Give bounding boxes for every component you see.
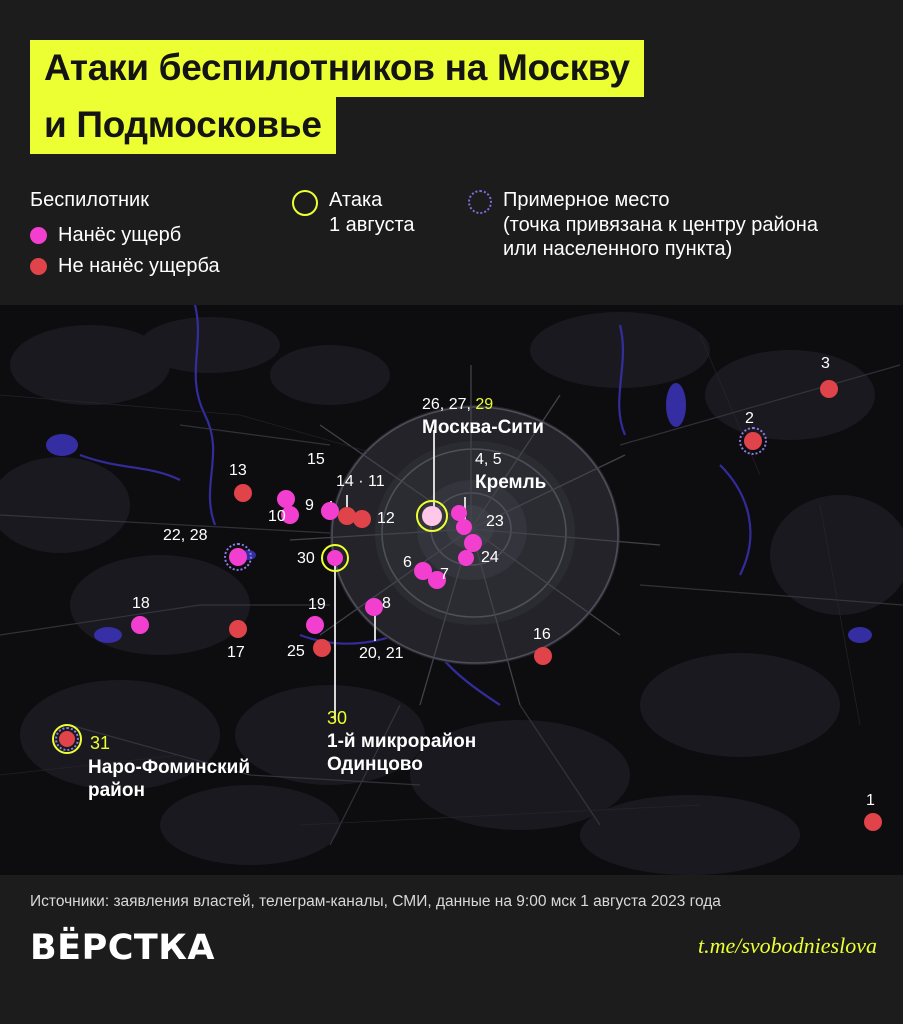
legend-approx-column [468, 188, 888, 262]
legend-item-damage [30, 221, 280, 250]
label-30a: 30 [297, 550, 315, 567]
legend-item-approx [468, 188, 888, 262]
label-2: 2 [745, 410, 754, 427]
header [0, 0, 903, 305]
label-naro-line-2: район [88, 780, 145, 801]
yellow-ring-icon [292, 190, 318, 216]
label-6: 6 [403, 554, 412, 571]
red-dot-icon [30, 258, 47, 275]
marker-1[interactable] [864, 813, 882, 831]
magenta-dot-icon [30, 227, 47, 244]
legend-drone-heading: Беспилотник [30, 189, 149, 211]
legend-drone-column [30, 188, 280, 283]
label-3: 3 [821, 355, 830, 372]
marker-17[interactable] [229, 620, 247, 638]
marker-13[interactable] [234, 484, 252, 502]
marker-5[interactable] [456, 519, 472, 535]
legend-approx-line-1: Примерное место [503, 189, 670, 211]
label-moscow-city: Москва-Сити [422, 417, 544, 438]
label-24: 24 [481, 549, 499, 566]
marker-16[interactable] [534, 647, 552, 665]
leader-line-8 [374, 613, 376, 641]
label-moscow-city-number-29: 29 [475, 396, 494, 413]
label-kremlin: Кремль [475, 472, 547, 493]
label-odintsovo-line-1: 1-й микрорайон [327, 731, 477, 752]
legend-attack-line-2: 1 августа [329, 213, 415, 236]
leader-line-odintsovo [334, 560, 336, 720]
marker-8[interactable] [365, 598, 383, 616]
marker-15[interactable] [277, 490, 295, 508]
label-30b-text: 30 [327, 708, 348, 728]
marker-26-27-29-attack-ring [416, 500, 448, 532]
label-31: 31 [90, 733, 111, 753]
label-moscow-city-numbers [422, 396, 493, 415]
legend-item-attack [292, 188, 462, 237]
page-title [30, 40, 644, 154]
legend-approx-line-2: (точка привязана к центру района [503, 213, 818, 236]
label-22-28: 22, 28 [163, 527, 208, 544]
label-14-11: 14 · 11 [336, 473, 385, 490]
label-10: 10 [268, 508, 286, 525]
marker-22-28-approx-ring [224, 543, 252, 571]
marker-24[interactable] [458, 550, 474, 566]
label-13: 13 [229, 462, 247, 479]
legend-approx-line-3: или населенного пункта) [503, 238, 733, 261]
telegram-link[interactable]: t.me/svobodnieslova [697, 933, 877, 958]
sources-text: Источники: заявления властей, телеграм-каналы, СМИ, данные на 9:00 мск 1 августа 2023 года [30, 893, 721, 910]
label-naro-line-1: Наро-Фоминский [88, 757, 251, 778]
label-30b [327, 708, 347, 729]
legend-attack-line-1: Атака [329, 189, 383, 211]
marker-2-approx-ring [739, 427, 767, 455]
label-12: 12 [377, 510, 395, 527]
legend-approx-text [503, 188, 818, 262]
marker-31-attack-ring [52, 724, 82, 754]
label-9: 9 [305, 497, 314, 514]
legend-no-damage-label: Не нанёс ущерба [58, 255, 220, 277]
label-moscow-city-numbers-text: 26, 27, [422, 396, 476, 413]
marker-25[interactable] [313, 639, 331, 657]
marker-11[interactable] [353, 510, 371, 528]
label-7: 7 [440, 566, 449, 583]
label-1: 1 [866, 792, 875, 809]
label-kremlin-numbers: 4, 5 [475, 451, 502, 468]
label-25: 25 [287, 643, 305, 660]
label-17: 17 [227, 644, 245, 661]
marker-18[interactable] [131, 616, 149, 634]
label-23: 23 [486, 513, 504, 530]
legend-damage-label: Нанёс ущерб [58, 224, 182, 246]
legend-item-no-damage [30, 252, 280, 281]
map-area[interactable] [0, 305, 903, 875]
label-20-21: 20, 21 [359, 645, 404, 662]
marker-9[interactable] [321, 502, 339, 520]
label-19: 19 [308, 596, 326, 613]
marker-3[interactable] [820, 380, 838, 398]
label-8: 8 [382, 595, 391, 612]
title-line-2: и Подмосковье [30, 97, 336, 154]
marker-19[interactable] [306, 616, 324, 634]
marker-30-attack-ring [321, 544, 349, 572]
dashed-ring-icon [468, 190, 492, 214]
legend-attack-column [292, 188, 462, 237]
brand-logo: ВЁРСТКА [30, 928, 215, 968]
title-line-1: Атаки беспилотников на Москву [30, 40, 644, 97]
label-18: 18 [132, 595, 150, 612]
label-odintsovo-line-2: Одинцово [327, 754, 423, 775]
label-16: 16 [533, 626, 551, 643]
footer [0, 875, 903, 1024]
legend-attack-text [329, 188, 415, 237]
label-15: 15 [307, 451, 325, 468]
